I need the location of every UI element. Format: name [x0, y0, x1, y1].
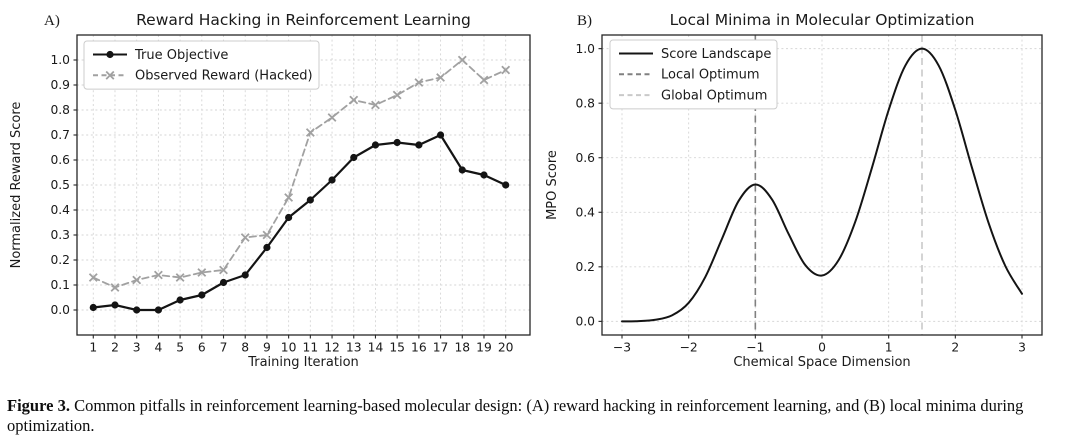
x-label: Training Iteration	[248, 355, 359, 370]
svg-text:−1: −1	[746, 340, 765, 355]
legend	[610, 40, 777, 109]
panel-label: A)	[44, 13, 60, 29]
legend-item-global-optimum: Global Optimum	[661, 88, 768, 104]
svg-text:12: 12	[324, 340, 340, 355]
svg-text:7: 7	[219, 340, 228, 355]
svg-text:−2: −2	[679, 340, 698, 355]
caption-text: Common pitfalls in reinforcement learning-based molecular design: (A) reward hacking in reinforcement learning, and (B) local minima during optimization.	[7, 396, 1024, 435]
x-label: Chemical Space Dimension	[733, 355, 911, 370]
svg-text:0.6: 0.6	[50, 153, 70, 168]
series-observed-reward-hacked-line	[93, 60, 505, 288]
series-true-objective-line	[93, 135, 505, 310]
svg-text:0.0: 0.0	[575, 314, 595, 329]
title: Local Minima in Molecular Optimization	[669, 11, 975, 29]
series-observed-reward-hacked-markers	[89, 56, 509, 291]
svg-text:0.8: 0.8	[575, 96, 595, 111]
y-axis	[50, 53, 77, 317]
svg-text:20: 20	[497, 340, 514, 355]
svg-text:0.2: 0.2	[50, 253, 70, 268]
svg-text:16: 16	[411, 340, 427, 355]
svg-text:0.5: 0.5	[50, 178, 70, 193]
figure-caption	[7, 396, 1069, 435]
x-axis	[613, 335, 1026, 355]
svg-text:0.6: 0.6	[575, 150, 595, 165]
svg-text:17: 17	[432, 340, 449, 355]
svg-text:11: 11	[302, 340, 319, 355]
svg-text:0.7: 0.7	[50, 128, 70, 143]
svg-text:0.2: 0.2	[575, 260, 595, 275]
legend	[84, 41, 319, 89]
svg-text:0.9: 0.9	[50, 78, 70, 93]
panel-a-chart	[9, 11, 530, 370]
svg-text:6: 6	[197, 340, 206, 355]
svg-text:15: 15	[389, 340, 405, 355]
svg-text:10: 10	[280, 340, 297, 355]
svg-text:18: 18	[454, 340, 471, 355]
legend-item-observed-reward-hacked: Observed Reward (Hacked)	[135, 68, 313, 84]
svg-text:0.4: 0.4	[575, 205, 595, 220]
y-label: MPO Score	[545, 150, 560, 220]
svg-text:5: 5	[176, 340, 185, 355]
svg-text:1: 1	[89, 340, 98, 355]
caption-label: Figure 3.	[7, 396, 70, 415]
svg-text:−3: −3	[612, 340, 632, 355]
svg-text:2: 2	[951, 340, 960, 355]
x-axis	[89, 335, 513, 355]
y-label: Normalized Reward Score	[9, 101, 24, 269]
svg-text:0.3: 0.3	[50, 228, 70, 243]
svg-text:1.0: 1.0	[50, 53, 70, 68]
svg-text:0.0: 0.0	[50, 303, 70, 318]
svg-text:1.0: 1.0	[575, 41, 595, 56]
legend-item-score-landscape: Score Landscape	[661, 46, 772, 62]
svg-text:2: 2	[111, 340, 119, 355]
legend-item-local-optimum: Local Optimum	[661, 67, 760, 83]
svg-text:19: 19	[476, 340, 492, 355]
svg-text:3: 3	[1018, 340, 1026, 355]
series-true-objective-markers	[90, 131, 510, 313]
panel-b-chart	[545, 11, 1042, 370]
panel-label: B)	[577, 13, 592, 29]
svg-text:3: 3	[132, 340, 141, 355]
svg-text:0.1: 0.1	[50, 278, 70, 293]
svg-text:8: 8	[241, 340, 250, 355]
svg-text:13: 13	[345, 340, 362, 355]
svg-text:0.4: 0.4	[50, 203, 70, 218]
svg-text:4: 4	[154, 340, 163, 355]
title: Reward Hacking in Reinforcement Learning	[136, 11, 471, 29]
svg-text:9: 9	[263, 340, 271, 355]
svg-text:0.8: 0.8	[50, 103, 70, 118]
legend-item-true-objective: True Objective	[135, 47, 229, 63]
svg-text:0: 0	[818, 340, 826, 355]
svg-text:14: 14	[367, 340, 384, 355]
y-axis	[575, 42, 602, 329]
svg-text:1: 1	[884, 340, 893, 355]
